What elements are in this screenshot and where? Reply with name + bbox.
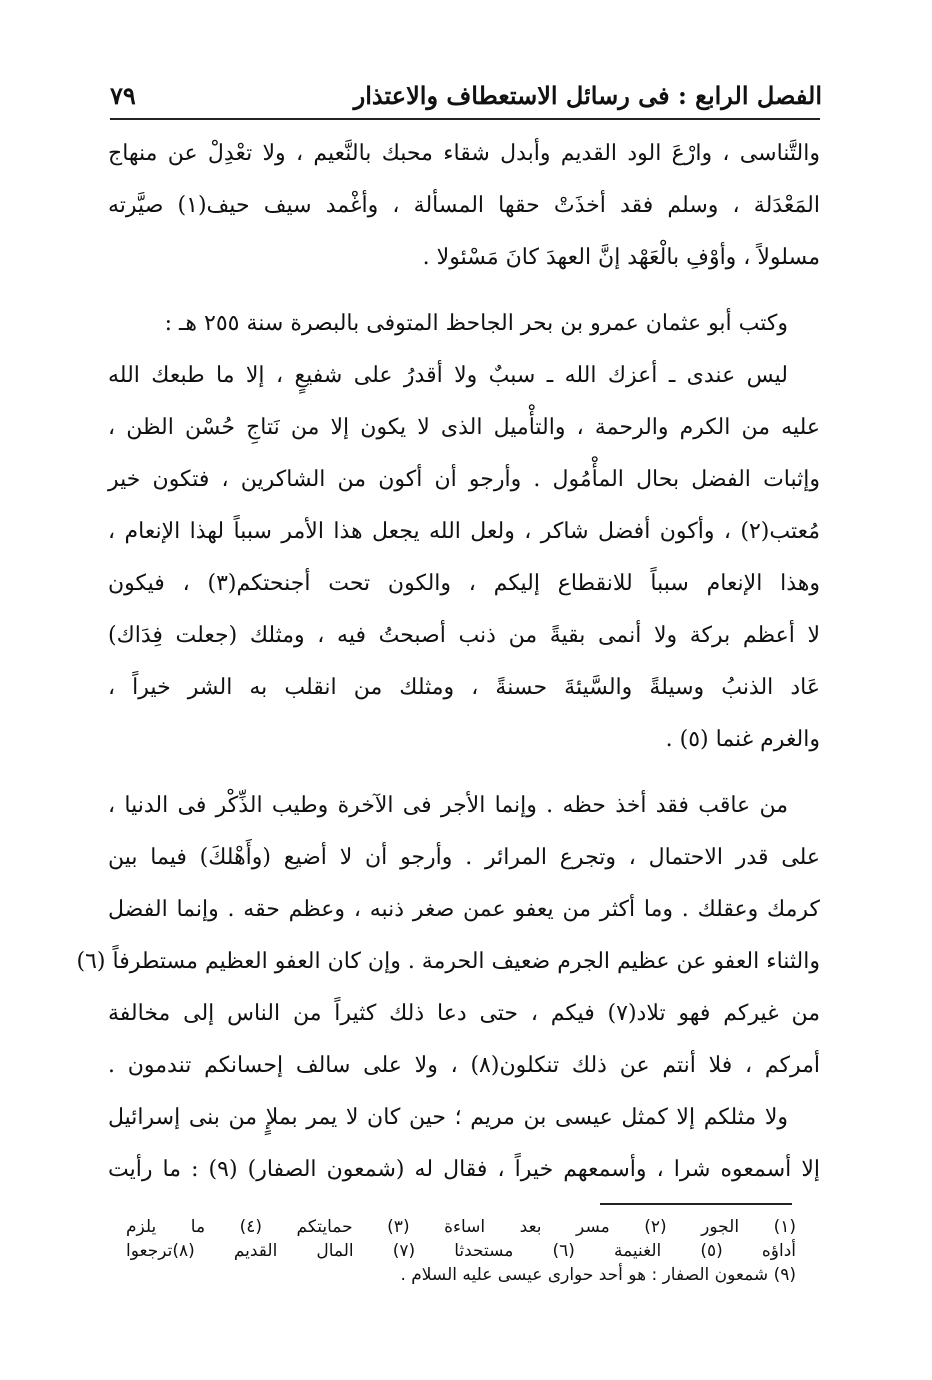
body-text (76, 128, 821, 1196)
text-line: من غيركم فهو تلاد(٧) فيكم ، حتى دعا ذلك كثيراً من الناس إلى مخالفة (108, 1001, 821, 1026)
text-line: المَعْدَلة ، وسلم فقد أخذَتْ حقها المسألة ، وأغْمد سيف حيف(١) صيَّرته (108, 193, 820, 218)
header-rule (110, 118, 820, 120)
text-line: أمركم ، فلا أنتم عن ذلك تنكلون(٨) ، ولا على سالف إحسانكم تندمون . (108, 1053, 820, 1078)
text-line: وكتب أبو عثمان عمرو بن بحر الجاحظ المتوفى بالبصرة سنة ٢٥٥ هـ : (164, 311, 788, 336)
text-line: ليس عندى ـ أعزك الله ـ سببٌ ولا أقدرُ على شفيعٍ ، إلا ما طبعك الله (108, 363, 788, 388)
paragraph-gap (108, 766, 820, 780)
text-line: والغرم غنما (٥) . (665, 727, 820, 752)
text-line: من عاقب فقد أخذ حظه . وإنما الأجر فى الآخرة وطيب الذِّكْر فى الدنيا ، (108, 793, 788, 818)
text-line: ولا مثلكم إلا كمثل عيسى بن مريم ؛ حين كان لا يمر بملإٍ من بنى إسرائيل (108, 1105, 788, 1130)
running-title: الفصل الرابع : فى رسائل الاستعطاف والاعتذار (353, 81, 822, 110)
footnote-line: (١) الجور (٢) مسر بعد اساءة (٣) حمايتكم (٤) ما يلزم (126, 1217, 796, 1237)
text-line: لا أعظم بركة ولا أنمى بقيةً من ذنب أصبحتُ فيه ، ومثلك (جعلت فِدَاك) (108, 623, 820, 648)
text-line: إلا أسمعوه شرا ، وأسمعهم خيراً ، فقال له (شمعون الصفار) (٩) : ما رأيت (108, 1157, 820, 1182)
footnote-line: (٩) شمعون الصفار : هو أحد حوارى عيسى عليه السلام . (400, 1265, 796, 1285)
footnote-line: أداؤه (٥) الغنيمة (٦) مستحدثا (٧) المال القديم (٨)ترجعوا (126, 1241, 796, 1261)
text-line: على قدر الاحتمال ، وتجرع المرائر . وأرجو أن لا أضيع (وأَهْلكَ) فيما بين (108, 845, 820, 870)
text-line: عليه من الكرم والرحمة ، والتأْميل الذى لا يكون إلا من نَتاجِ حُسْن الظن ، (108, 415, 820, 440)
page-header (110, 70, 822, 110)
text-line: كرمك وعقلك . وما أكثر من يعفو عمن صغر ذنبه ، وعظم حقه . وإنما الفضل (108, 897, 820, 922)
text-line: وإثبات الفضل بحال المأْمُول . وأرجو أن أكون من الشاكرين ، فتكون خير (108, 467, 820, 492)
text-line: والثناء العفو عن عظيم الجرم ضعيف الحرمة . وإن كان العفو العظيم مستطرفاً (٦) (76, 949, 820, 974)
text-line: وهذا الإنعام سبباً للانقطاع إليكم ، والكون تحت أجنحتكم(٣) ، فيكون (108, 571, 820, 596)
footnote-rule (600, 1203, 792, 1205)
text-line: مسلولاً ، وأوْفِ بالْعَهْد إنَّ العهدَ كانَ مَسْئولا . (422, 245, 820, 270)
text-line: عَاد الذنبُ وسيلةً والسَّيئةَ حسنةً ، ومثلك من انقلب به الشر خيراً ، (108, 675, 820, 700)
text-line: مُعتب(٢) ، وأكون أفضل شاكر ، ولعل الله يجعل هذا الأمر سبباً لهذا الإنعام ، (108, 519, 820, 544)
paragraph-gap (108, 284, 820, 298)
footnotes (126, 1215, 796, 1287)
page-number: ٧٩ (110, 81, 136, 110)
text-line: والتَّناسى ، وارْعَ الود القديم وأبدل شقاء محبك بالنَّعيم ، ولا تعْدِلْ عن منهاج (108, 141, 820, 166)
